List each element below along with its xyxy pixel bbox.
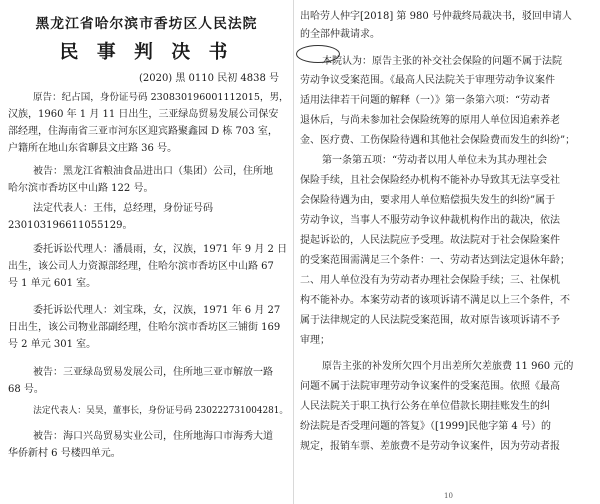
court-opinion-line: 会保险待遇为由，要求用人单位赔偿损失发生的纠纷”属于 [300,195,556,206]
court-opinion-line: 的受案范围需满足三个条件：一、劳动者达到法定退休年龄； [300,255,570,266]
text-line: 出哈劳人仲字[2018] 第 980 号仲裁终局裁决书，驳回申请人 [300,11,572,22]
court-opinion-line: 劳动争议受案范围。《最高人民法院关于审理劳动争议案件 [300,75,555,86]
defendant-line: 被告：海口兴岛贸易实业公司，住所地海口市海秀大道 [33,431,273,442]
court-opinion-line: 人民法院关于职工执行公务在单位借款长期挂账发生的纠 [300,401,550,412]
court-opinion-line: 第一条第五项：“劳动者以用人单位未为其办理社会 [322,155,548,166]
defendant-line: 华侨新村 6 号楼四单元。 [8,448,121,459]
plaintiff-line: 部经理，住海南省三亚市河东区迎宾路聚鑫园 D 栋 703 室， [8,126,278,137]
court-opinion-line: 金、医疗费、工伤保险待遇和其他社会保险费而发生的纠纷”； [300,135,576,146]
defendant-line: 68 号。 [8,384,44,395]
court-opinion-line: 提起诉讼的，人民法院应予受理。故法院对于社会保险案件 [300,235,560,246]
agent-line: 委托诉讼代理人：刘宝珠，女，汉族，1971 年 6 月 27 [33,305,281,316]
left-page [0,0,293,504]
agent-line: 委托诉讼代理人：潘晨雨，女，汉族，1971 年 9 月 2 日 [33,244,288,255]
agent-line: 日出生，该公司物业部副经理，住哈尔滨市香坊区三铺街 169 [8,322,281,333]
court-opinion-line: 规定，报销车票、差旅费不是劳动争议案件，因为劳动者报 [300,441,560,452]
court-name: 黑龙江省哈尔滨市香坊区人民法院 [35,16,258,32]
court-opinion-line: 二、用人单位没有为劳动者办理社会保险手续；三、社保机 [300,275,560,286]
court-opinion-line: 保险手续，且社会保险经办机构不能补办导致其无法享受社 [300,175,560,186]
agent-line: 号 2 单元 301 室。 [8,339,97,350]
legal-representative-line: 法定代表人：吴昊，董事长，身份证号码 230222731004281。 [33,406,289,416]
court-opinion-line: 审理； [300,335,330,346]
court-opinion-line: 纷法院是否受理问题的答复》（[1999]民他字第 4 号）的 [300,421,551,432]
court-opinion-line: 构不能补办。本案劳动者的该项诉请不满足以上三个条件，不 [300,295,570,306]
court-opinion-line: 退休后，与尚未参加社会保险统筹的原用人单位因追索养老 [300,115,560,126]
page-number: 10 [444,492,453,500]
plaintiff-line: 户籍所在地山东省聊县文庄路 36 号。 [8,143,178,154]
text-line: 的全部仲裁请求。 [300,29,380,40]
plaintiff-line: 汉族，1960 年 1 月 11 日出生，三亚绿岛贸易发展公司保安 [8,109,279,120]
case-number: (2020) 黑 0110 民初 4838 号 [138,73,279,84]
document-title: 民 事 判 决 书 [59,41,234,63]
court-opinion-line: 问题不属于法院审理劳动争议案件的受案范围。依照《最高 [300,381,560,392]
legal-representative-line: 法定代表人：王伟，总经理，身份证号码 [33,203,213,214]
defendant-line: 被告：黑龙江省粮油食品进出口（集团）公司，住所地 [33,166,273,177]
court-opinion-line: 原告主张的补发所欠四个月出差所欠差旅费 11 960 元的 [322,361,574,372]
plaintiff-line: 原告：纪占国，身份证号码 230830196001112015，男， [33,92,289,103]
defendant-line: 被告：三亚绿岛贸易发展公司，住所地三亚市解放一路 [33,367,273,378]
court-opinion-line: 劳动争议，当事人不服劳动争议仲裁机构作出的裁决，依法 [300,215,560,226]
court-opinion-line: 本院认为：原告主张的补交社会保险的问题不属于法院 [322,56,562,67]
agent-line: 出生，该公司人力资源部经理，住哈尔滨市香坊区中山路 67 [8,261,274,272]
right-page [293,0,600,504]
agent-line: 号 1 单元 601 室。 [8,278,97,289]
court-opinion-line: 属于法律规定的人民法院受案范围，故对原告该项诉请不予 [300,315,560,326]
defendant-line: 哈尔滨市香坊区中山路 122 号。 [8,183,154,194]
legal-representative-line: 230103196611055129。 [8,220,133,231]
court-opinion-line: 适用法律若干问题的解释（一）》第一条第六项：“劳动者 [300,95,551,106]
